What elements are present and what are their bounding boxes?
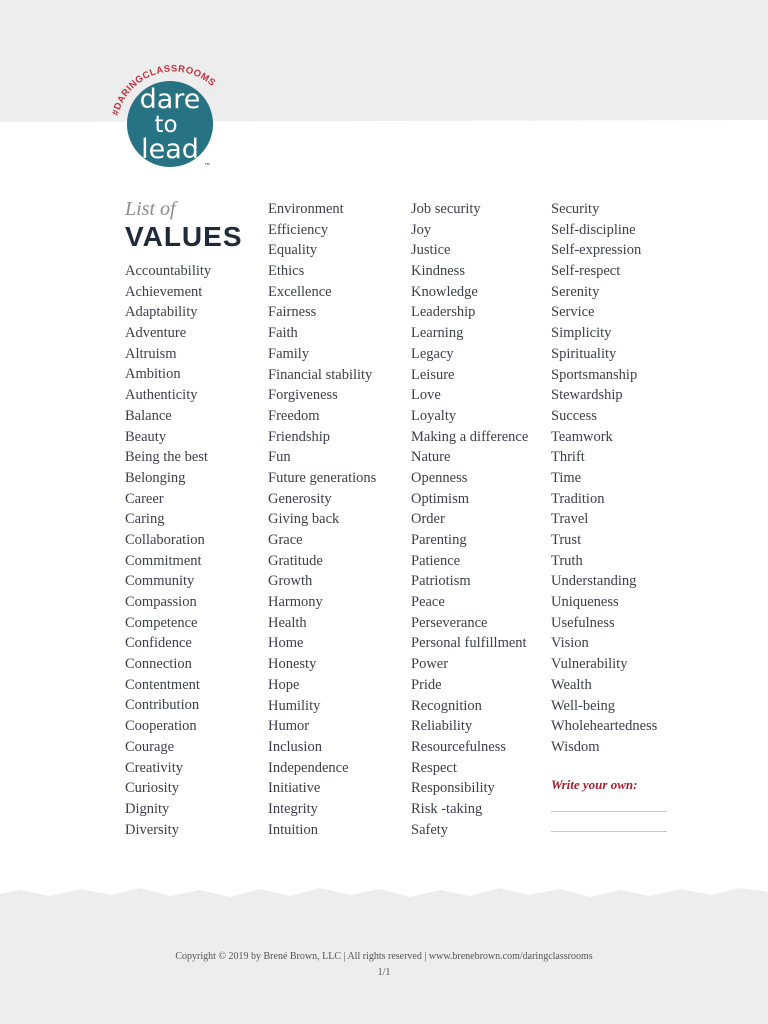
value-item: Pride bbox=[411, 676, 442, 693]
value-item: Love bbox=[411, 387, 441, 404]
logo-word-lead: lead bbox=[141, 134, 199, 165]
value-item: Making a difference bbox=[411, 428, 529, 445]
value-item: Adventure bbox=[125, 325, 187, 342]
value-item: Justice bbox=[411, 242, 451, 259]
logo-word-to: to bbox=[154, 112, 178, 138]
value-item: Reliability bbox=[411, 718, 473, 735]
value-item: Creativity bbox=[125, 759, 183, 776]
logo-arc-text: #DARINGCLASSROOMS bbox=[110, 64, 218, 117]
value-item: Simplicity bbox=[551, 325, 612, 342]
value-item: Personal fulfillment bbox=[411, 635, 527, 652]
value-item: Loyalty bbox=[411, 407, 457, 424]
value-item: Hope bbox=[268, 676, 300, 693]
value-item: Knowledge bbox=[411, 283, 478, 300]
value-item: Learning bbox=[411, 325, 464, 342]
value-item: Commitment bbox=[125, 552, 202, 569]
dare-to-lead-logo bbox=[108, 64, 238, 174]
write-in-line[interactable] bbox=[551, 811, 667, 812]
value-item: Well-being bbox=[551, 697, 616, 714]
value-item: Leadership bbox=[411, 304, 476, 321]
value-item: Service bbox=[551, 304, 595, 321]
value-item: Financial stability bbox=[268, 366, 373, 383]
value-item: Teamwork bbox=[551, 428, 613, 445]
value-item: Wealth bbox=[551, 676, 592, 693]
value-item: Thrift bbox=[551, 449, 585, 466]
values-column-2 bbox=[268, 199, 376, 840]
value-item: Being the best bbox=[125, 449, 208, 466]
value-item: Cooperation bbox=[125, 718, 197, 735]
page-heading bbox=[125, 198, 243, 254]
value-item: Peace bbox=[411, 594, 445, 611]
value-item: Spirituality bbox=[551, 345, 617, 362]
value-item: Equality bbox=[268, 242, 318, 259]
value-item: Joy bbox=[411, 221, 432, 238]
value-item: Time bbox=[551, 469, 582, 486]
value-item: Accountability bbox=[125, 263, 212, 279]
value-item: Career bbox=[125, 490, 164, 507]
value-item: Collaboration bbox=[125, 531, 205, 548]
value-item: Initiative bbox=[268, 780, 321, 797]
value-item: Job security bbox=[411, 201, 481, 217]
value-item: Faith bbox=[268, 325, 298, 342]
value-item: Success bbox=[551, 407, 597, 424]
value-item: Ethics bbox=[268, 263, 305, 280]
value-item: Achievement bbox=[125, 283, 203, 300]
value-item: Serenity bbox=[551, 283, 600, 300]
values-column-4 bbox=[551, 199, 657, 758]
value-item: Recognition bbox=[411, 697, 482, 714]
logo-word-dare: dare bbox=[139, 84, 201, 115]
value-item: Forgiveness bbox=[268, 387, 338, 404]
value-item: Truth bbox=[551, 552, 583, 569]
value-item: Humility bbox=[268, 697, 321, 714]
value-item: Altruism bbox=[125, 345, 177, 362]
value-item: Health bbox=[268, 614, 307, 631]
value-item: Connection bbox=[125, 656, 192, 673]
value-item: Perseverance bbox=[411, 614, 488, 631]
value-item: Understanding bbox=[551, 573, 637, 590]
value-item: Vision bbox=[551, 635, 589, 652]
value-item: Power bbox=[411, 656, 449, 673]
value-item: Self-expression bbox=[551, 242, 642, 259]
value-item: Environment bbox=[268, 201, 344, 217]
value-item: Parenting bbox=[411, 532, 467, 548]
value-item: Adaptability bbox=[125, 304, 198, 321]
value-item: Uniqueness bbox=[551, 594, 619, 611]
value-item: Home bbox=[268, 635, 304, 652]
value-item: Caring bbox=[125, 511, 165, 528]
value-item: Ambition bbox=[125, 366, 181, 383]
value-item: Balance bbox=[125, 407, 172, 424]
value-item: Authenticity bbox=[125, 387, 198, 404]
value-item: Giving back bbox=[268, 511, 340, 528]
heading-prefix: List of bbox=[125, 198, 176, 220]
value-item: Competence bbox=[125, 614, 198, 631]
copyright-footer: Copyright © 2019 by Brené Brown, LLC | All rights reserved | www.brenebrown.com/daringclassrooms bbox=[175, 951, 593, 962]
value-item: Gratitude bbox=[268, 552, 323, 569]
value-item: Contentment bbox=[125, 676, 200, 693]
value-item: Usefulness bbox=[551, 614, 615, 631]
value-item: Patriotism bbox=[411, 573, 471, 590]
write-your-own-label: Write your own: bbox=[551, 777, 638, 792]
write-in-line[interactable] bbox=[551, 831, 667, 832]
value-item: Friendship bbox=[268, 428, 331, 445]
value-item: Compassion bbox=[125, 594, 197, 610]
value-item: Independence bbox=[268, 759, 349, 776]
value-item: Belonging bbox=[125, 469, 186, 486]
value-item: Honesty bbox=[268, 656, 317, 673]
values-column-1 bbox=[125, 261, 211, 840]
value-item: Security bbox=[551, 201, 600, 217]
value-item: Generosity bbox=[268, 490, 332, 507]
value-item: Courage bbox=[125, 738, 175, 755]
value-item: Curiosity bbox=[125, 780, 179, 797]
value-item: Diversity bbox=[125, 821, 179, 838]
value-item: Kindness bbox=[411, 263, 465, 280]
value-item: Freedom bbox=[268, 407, 320, 424]
value-item: Humor bbox=[268, 718, 310, 735]
values-column-3 bbox=[411, 199, 528, 840]
value-item: Excellence bbox=[268, 283, 332, 300]
value-item: Respect bbox=[411, 759, 457, 776]
value-item: Order bbox=[411, 511, 445, 528]
value-item: Tradition bbox=[551, 490, 605, 507]
value-item: Stewardship bbox=[551, 387, 623, 404]
value-item: Dignity bbox=[125, 800, 170, 817]
value-item: Beauty bbox=[125, 428, 167, 445]
value-item: Confidence bbox=[125, 635, 192, 652]
value-item: Trust bbox=[551, 532, 582, 548]
value-item: Family bbox=[268, 345, 310, 362]
value-item: Resourcefulness bbox=[411, 738, 507, 755]
value-item: Sportsmanship bbox=[551, 366, 638, 383]
value-item: Safety bbox=[411, 821, 449, 838]
value-item: Community bbox=[125, 573, 195, 590]
value-item: Wisdom bbox=[551, 738, 600, 755]
value-item: Integrity bbox=[268, 800, 318, 817]
value-item: Future generations bbox=[268, 469, 377, 486]
value-item: Legacy bbox=[411, 345, 454, 362]
value-item: Wholeheartedness bbox=[551, 718, 658, 735]
heading-title: VALUES bbox=[125, 221, 243, 252]
value-item: Grace bbox=[268, 532, 303, 548]
value-item: Risk -taking bbox=[411, 800, 483, 817]
value-item: Intuition bbox=[268, 821, 318, 838]
value-item: Nature bbox=[411, 449, 451, 466]
value-item: Patience bbox=[411, 552, 461, 569]
value-item: Leisure bbox=[411, 366, 455, 383]
value-item: Vulnerability bbox=[551, 656, 628, 673]
value-item: Self-discipline bbox=[551, 221, 636, 238]
page-number: 1/1 bbox=[377, 967, 391, 978]
value-item: Travel bbox=[551, 511, 589, 528]
value-item: Fun bbox=[268, 449, 291, 466]
value-item: Fairness bbox=[268, 304, 317, 321]
value-item: Contribution bbox=[125, 697, 200, 714]
logo-trademark: ™ bbox=[204, 162, 211, 170]
value-item: Responsibility bbox=[411, 780, 495, 797]
value-item: Efficiency bbox=[268, 221, 329, 238]
value-item: Optimism bbox=[411, 490, 470, 507]
value-item: Harmony bbox=[268, 594, 323, 611]
value-item: Openness bbox=[411, 469, 468, 486]
value-item: Growth bbox=[268, 573, 313, 590]
value-item: Self-respect bbox=[551, 263, 621, 280]
value-item: Inclusion bbox=[268, 738, 322, 755]
